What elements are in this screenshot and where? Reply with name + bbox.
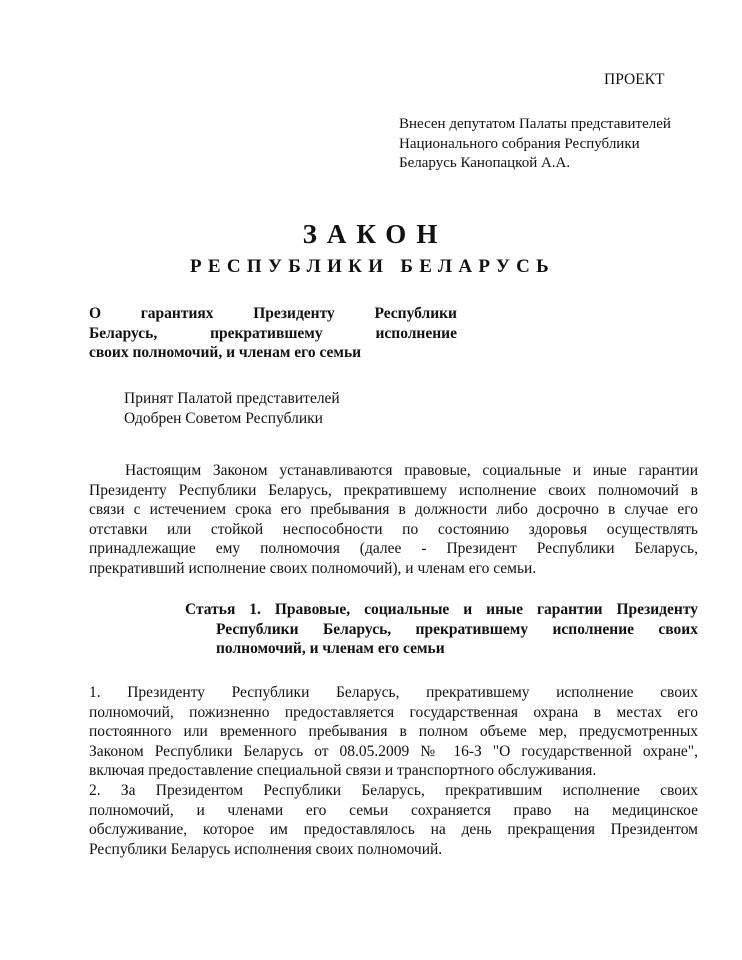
paragraph-line: 2. За Президентом Республики Беларусь, прекратившим исполнение своих: [89, 781, 698, 799]
preamble-line: Президенту Республики Беларусь, прекратившему исполнение своих полномочий в: [89, 481, 698, 499]
law-name-line: Беларусь, прекратившему исполнение: [89, 324, 457, 342]
preamble-line: принадлежащие ему полномочия (далее - Президент Республики Беларусь,: [89, 540, 698, 558]
article-paragraph-2: [89, 781, 698, 859]
paragraph-line: 1. Президенту Республики Беларусь, прекратившему исполнение своих: [89, 684, 698, 701]
paragraph-line: Республики Беларусь исполнения своих полномочий.: [89, 840, 443, 858]
article-heading-line: Статья 1. Правовые, социальные и иные гарантии Президенту: [185, 601, 698, 618]
introduced-by-line: Национального собрания Республики: [399, 135, 640, 152]
law-name-line: О гарантиях Президенту Республики: [89, 305, 457, 322]
paragraph-line: Законом Республики Беларусь от 08.05.2009 № 16-З "О государственной охране",: [89, 742, 698, 760]
preamble-line: связи с истечением срока его пребывания в должности либо досрочно в случае его: [89, 501, 698, 519]
law-name: [89, 304, 457, 363]
paragraph-line: полномочий, и членами его семьи сохраняется право на медицинское: [89, 801, 698, 819]
paragraph-line: обслуживание, которое им предоставлялось на день прекращения Президентом: [89, 821, 698, 839]
paragraph-line: полномочий, пожизненно предоставляется государственная охрана в местах его: [89, 703, 698, 721]
law-title: ЗАКОН: [302, 219, 448, 249]
preamble: [89, 461, 698, 579]
adoption-block: [124, 389, 340, 428]
article-paragraph-1: [89, 683, 698, 781]
preamble-line: отставки или стойкой неспособности по состоянию здоровья осуществлять: [89, 520, 698, 538]
article-1-body: [89, 683, 698, 859]
introduced-by-block: [399, 115, 709, 174]
article-heading-line: полномочий, и членам его семьи: [216, 640, 445, 658]
draft-stamp: ПРОЕКТ: [604, 71, 665, 88]
preamble-line: прекративший исполнение своих полномочий), и членам его семьи.: [89, 559, 537, 577]
article-1-heading: [185, 600, 698, 659]
paragraph-line: включая предоставление специальной связи и транспортного обслуживания.: [89, 762, 597, 780]
adopted-by-house: Принят Палатой представителей: [124, 390, 340, 407]
approved-by-council: Одобрен Советом Республики: [124, 409, 323, 427]
paragraph-line: постоянного или временного пребывания в полном объеме мер, предусмотренных: [89, 723, 698, 741]
law-name-line: своих полномочий, и членам его семьи: [89, 344, 362, 362]
introduced-by-line: Беларусь Канопацкой А.А.: [399, 155, 571, 172]
law-subtitle: РЕСПУБЛИКИ БЕЛАРУСЬ: [190, 256, 555, 277]
introduced-by-line: Внесен депутатом Палаты представителей: [399, 116, 671, 132]
article-heading-line: Республики Беларусь, прекратившему исполнение своих: [216, 620, 698, 638]
preamble-line: Настоящим Законом устанавливаются правовые, социальные и иные гарантии: [125, 462, 698, 479]
